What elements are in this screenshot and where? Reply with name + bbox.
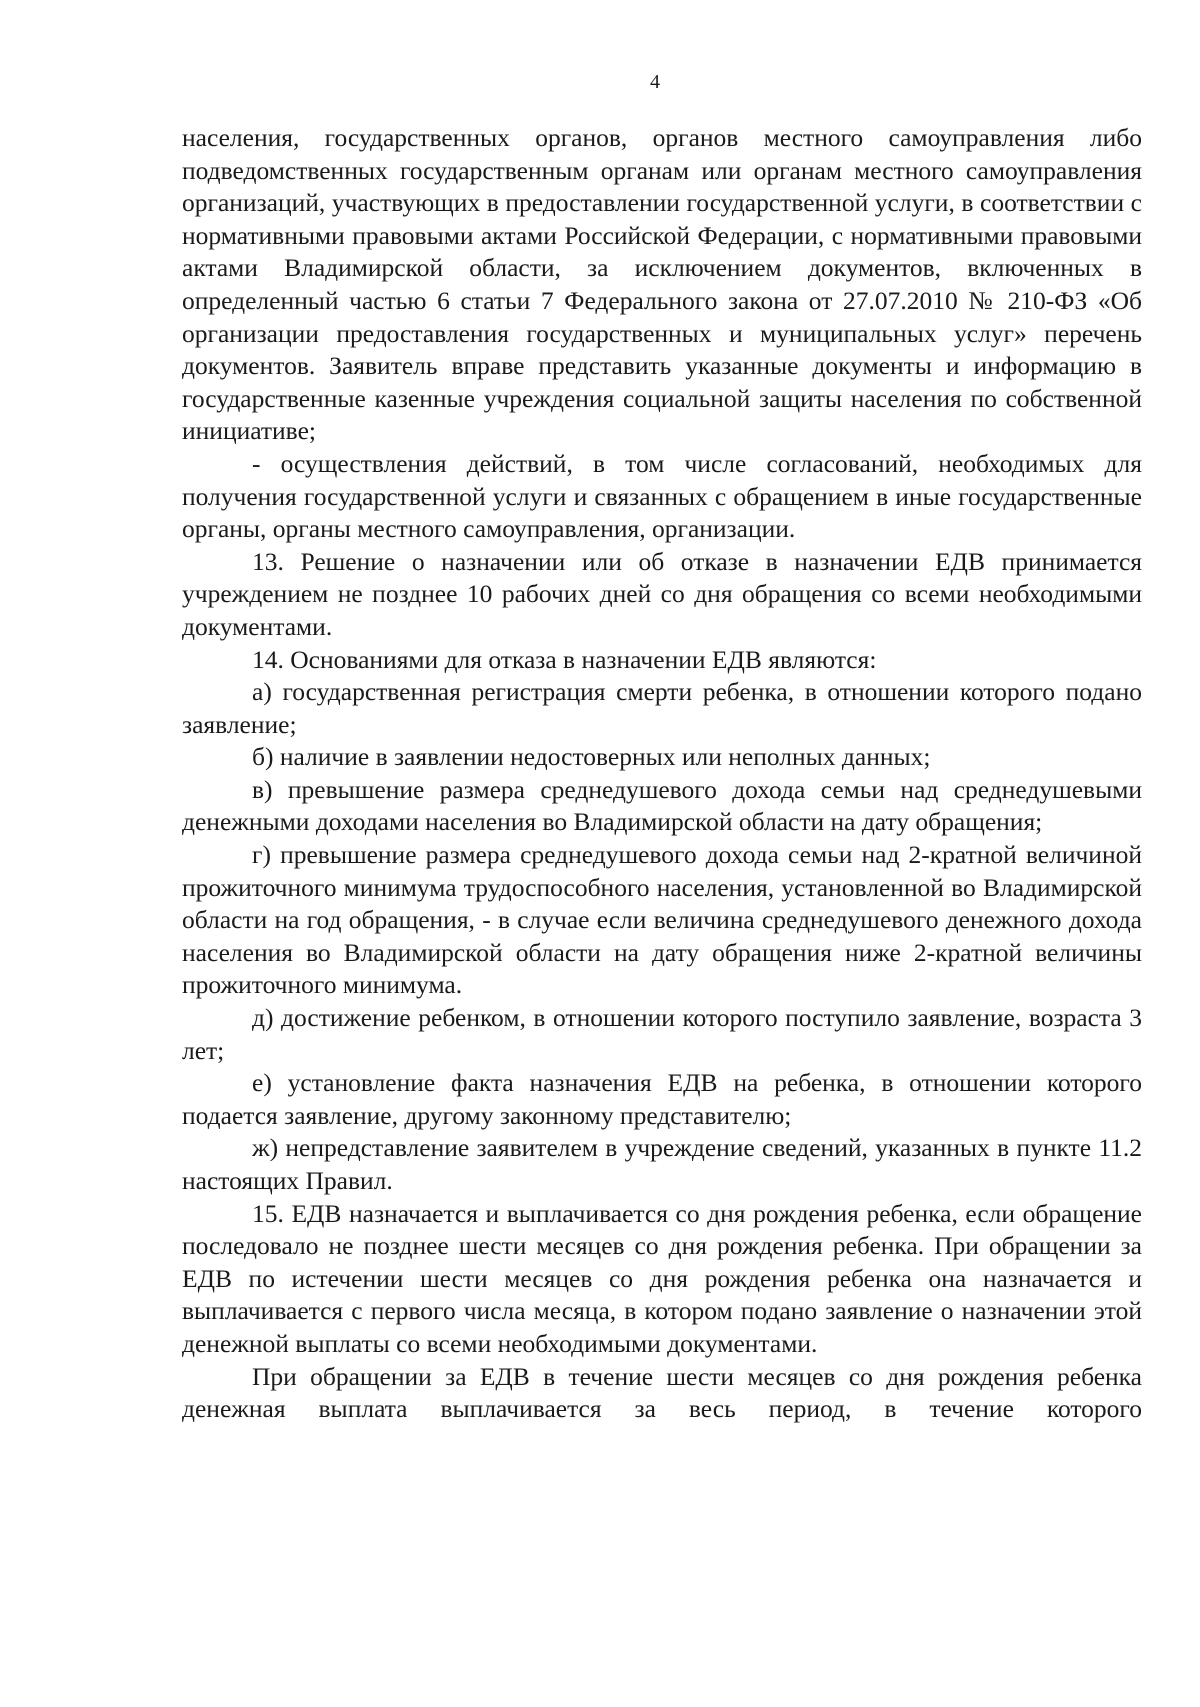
paragraph-actions: - осуществления действий, в том числе согласований, необходимых для получения государственной услуги и связанных с обращением в иные государственные органы, органы местного самоуправления, организации. (182, 448, 1142, 544)
page-number: 4 (650, 71, 660, 93)
item-v: в) превышение размера среднедушевого дохода семьи над среднедушевыми денежными доходами населения во Владимирской области на дату обращения; (182, 774, 1142, 837)
paragraph-15: 15. ЕДВ назначается и выплачивается со дня рождения ребенка, если обращение последовало не позднее шести месяцев со дня рождения ребенка. При обращении за ЕДВ по истечении шести месяцев со дня рождения ребенка она назначается и выплачивается с первого числа месяца, в котором подано заявление о назначении этой денежной выплаты со всеми необходимыми документами. (182, 1198, 1142, 1358)
item-zh: ж) непредставление заявителем в учреждение сведений, указанных в пункте 11.2 настоящих Правил. (182, 1133, 1142, 1195)
item-a: а) государственная регистрация смерти ребенка, в отношении которого подано заявление; (182, 677, 1142, 739)
item-e: е) установление факта назначения ЕДВ на ребенка, в отношении которого подается заявление, другому законному представителю; (182, 1068, 1142, 1130)
item-g: г) превышение размера среднедушевого дохода семьи над 2-кратной величиной прожиточного минимума трудоспособного населения, установленной во Владимирской области на год обращения, - в случае если величина среднедушевого денежного дохода населения во Владимирской области на дату обращения ниже 2-кратной величины прожиточного минимума. (182, 840, 1142, 1000)
item-d: д) достижение ребенком, в отношении которого поступило заявление, возраста 3 лет; (182, 1003, 1142, 1065)
document-body (182, 122, 1142, 1426)
paragraph-payment-period: При обращении за ЕДВ в течение шести месяцев со дня рождения ребенка денежная выплата выплачивается за весь период, в течение которого (182, 1361, 1142, 1424)
item-b: б) наличие в заявлении недостоверных или неполных данных; (252, 742, 931, 772)
paragraph-documents-list: населения, государственных органов, органов местного самоуправления либо подведомственных государственным органам или органам местного самоуправления организаций, участвующих в предоставлении государственной услуги, в соответствии с нормативными правовыми актами Российской Федерации, с нормативными правовыми актами Владимирской области, за исключением документов, включенных в определенный частью 6 статьи 7 Федерального закона от 27.07.2010 № 210-ФЗ «Об организации предоставления государственных и муниципальных услуг» перечень документов. Заявитель вправе представить указанные документы и информацию в государственные казенные учреждения социальной защиты населения по собственной инициативе; (182, 123, 1142, 446)
paragraph-13: 13. Решение о назначении или об отказе в назначении ЕДВ принимается учреждением не позднее 10 рабочих дней со дня обращения со всеми необходимыми документами. (182, 546, 1142, 641)
paragraph-14: 14. Основаниями для отказа в назначении ЕДВ являются: (252, 644, 877, 674)
